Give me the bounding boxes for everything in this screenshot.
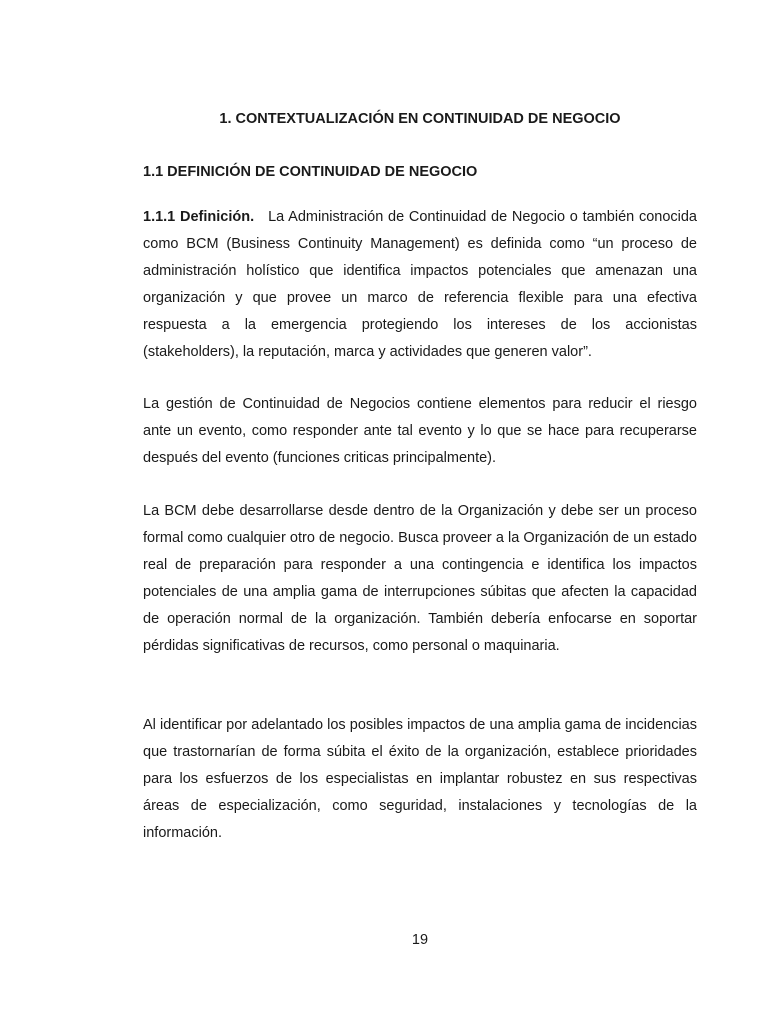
section-title: 1.1 DEFINICIÓN DE CONTINUIDAD DE NEGOCIO xyxy=(143,164,478,180)
paragraph-definition xyxy=(143,204,697,366)
subsection-lead: 1.1.1 Definición. xyxy=(143,209,255,225)
chapter-title: 1. CONTEXTUALIZACIÓN EN CONTINUIDAD DE NEGOCIO xyxy=(219,111,621,127)
paragraph-3: La BCM debe desarrollarse desde dentro de la Organización y debe ser un proceso formal como cualquier otro de negocio. Busca proveer a la Organización de un estado real de preparación para responder a una contingencia e identifica los impactos potenciales de una amplia gama de interrupciones súbitas que afecten la capacidad de operación normal de la organización. También debería enfocarse en soportar pérdidas significativas de recursos, como personal o maquinaria. xyxy=(143,503,697,654)
paragraph-definition-text: La Administración de Continuidad de Negocio o también conocida como BCM (Business Continuity Management) es definida como “un proceso de administración holístico que identifica impactos potenciales que amenazan una organización y que provee un marco de referencia flexible para una efectiva respuesta a la emergencia protegiendo los intereses de los accionistas (stakeholders), la reputación, marca y actividades que generen valor”. xyxy=(143,209,697,360)
paragraph-4: Al identificar por adelantado los posibles impactos de una amplia gama de incidencias que trastornarían de forma súbita el éxito de la organización, establece prioridades para los esfuerzos de los especialistas en implantar robustez en sus respectivas áreas de especialización, como seguridad, instalaciones y tecnologías de la información. xyxy=(143,717,697,841)
page-number: 19 xyxy=(411,932,429,948)
paragraph-2: La gestión de Continuidad de Negocios contiene elementos para reducir el riesgo ante un evento, como responder ante tal evento y lo que se hace para recuperarse después del evento (funciones criticas principalmente). xyxy=(143,396,697,466)
